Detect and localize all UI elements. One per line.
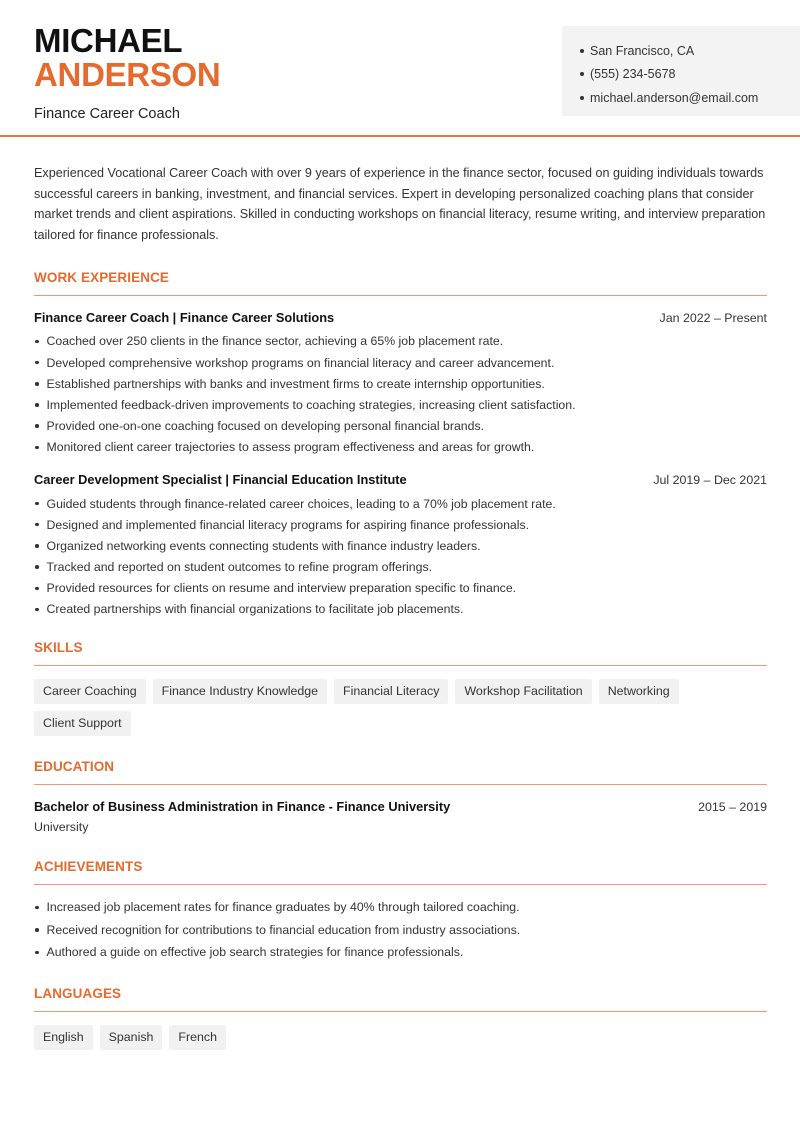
contact-email[interactable] [580, 86, 800, 110]
bullet-icon [35, 340, 39, 344]
bullet-icon [35, 382, 39, 386]
email-text[interactable]: michael.anderson@email.com [590, 90, 759, 105]
bullet-text: Coached over 250 clients in the finance sector, achieving a 65% job placement rate. [46, 334, 504, 349]
bullet-text: Designed and implemented financial literacy programs for aspiring finance professionals. [46, 517, 530, 532]
bullet-icon [35, 403, 39, 407]
education-type: University [34, 820, 89, 835]
bullet-icon [35, 565, 39, 569]
bullet-text: Provided resources for clients on resume and interview preparation specific to finance. [46, 581, 517, 596]
list-item [34, 373, 767, 394]
job-entry [34, 310, 767, 458]
achievements-section [34, 859, 767, 964]
skill-tag: Workshop Facilitation [455, 679, 591, 704]
bullet-text: Received recognition for contributions to financial education from industry associations. [46, 922, 521, 937]
bullet-text: Implemented feedback-driven improvements to coaching strategies, increasing client satisfaction. [46, 397, 576, 412]
resume-body [34, 163, 767, 1050]
job-dates: Jul 2019 – Dec 2021 [653, 472, 767, 487]
skill-tag: Finance Industry Knowledge [153, 679, 327, 704]
resume-header [0, 0, 800, 137]
education-degree: Bachelor of Business Administration in Finance - Finance University [34, 799, 451, 815]
bullet-text: Increased job placement rates for finance graduates by 40% through tailored coaching. [46, 900, 520, 915]
skills-tags [34, 679, 767, 736]
bullet-icon [35, 523, 39, 527]
skill-tag: Financial Literacy [334, 679, 448, 704]
job-bullets [34, 331, 767, 458]
last-name: ANDERSON [34, 56, 221, 93]
education-dates: 2015 – 2019 [698, 800, 767, 815]
skill-tag: Networking [599, 679, 679, 704]
section-title: ACHIEVEMENTS [34, 859, 767, 885]
bullet-text: Authored a guide on effective job search strategies for finance professionals. [46, 945, 464, 960]
bullet-text: Created partnerships with financial organizations to facilitate job placements. [46, 602, 464, 617]
bullet-icon [35, 608, 39, 612]
bullet-icon [35, 587, 39, 591]
skill-tag: Career Coaching [34, 679, 146, 704]
job-role: Career Development Specialist | Financial Education Institute [34, 471, 407, 487]
section-title: WORK EXPERIENCE [34, 270, 767, 296]
language-tag: French [169, 1025, 226, 1050]
list-item [34, 941, 767, 964]
list-item [34, 514, 767, 535]
education-header [34, 799, 767, 814]
section-title: EDUCATION [34, 759, 767, 785]
job-header [34, 310, 767, 325]
work-experience-section [34, 270, 767, 620]
language-tag: Spanish [100, 1025, 163, 1050]
contact-phone [580, 63, 800, 87]
job-title: Finance Career Coach [34, 106, 180, 122]
bullet-icon [35, 446, 39, 450]
list-item [34, 394, 767, 415]
bullet-text: Tracked and reported on student outcomes to refine program offerings. [46, 560, 433, 575]
bullet-text: Established partnerships with banks and investment firms to create internship opportunities. [46, 376, 545, 391]
job-header [34, 472, 767, 487]
bullet-icon [580, 49, 584, 53]
summary: Experienced Vocational Career Coach with over 9 years of experience in the finance sector, focused on guiding individuals towards successful careers in banking, investment, and financial services. Expert in developing personalized coaching plans that consider market trends and client aspirations. Skilled in conducting workshops on financial literacy, resume writing, and interview preparation tailored for finance professionals. [34, 166, 766, 243]
bullet-icon [35, 361, 39, 365]
bullet-icon [35, 502, 39, 506]
job-entry [34, 472, 767, 620]
list-item [34, 578, 767, 599]
education-section [34, 759, 767, 834]
bullet-icon [35, 544, 39, 548]
section-title: LANGUAGES [34, 986, 767, 1012]
phone-text: (555) 234-5678 [590, 67, 676, 82]
bullet-text: Organized networking events connecting students with finance industry leaders. [46, 538, 481, 553]
bullet-text: Monitored client career trajectories to assess program effectiveness and areas for growth. [46, 440, 535, 455]
skills-section [34, 640, 767, 736]
job-role: Finance Career Coach | Finance Career Solutions [34, 309, 335, 325]
languages-section [34, 986, 767, 1050]
bullet-text: Developed comprehensive workshop programs on financial literacy and career advancement. [46, 355, 555, 370]
list-item [34, 919, 767, 942]
contact-box [562, 26, 800, 116]
bullet-text: Guided students through finance-related career choices, leading to a 70% job placement rate. [46, 496, 556, 511]
bullet-icon [580, 96, 584, 100]
list-item [34, 557, 767, 578]
achievements-list [34, 896, 767, 964]
section-title: SKILLS [34, 640, 767, 666]
list-item [34, 416, 767, 437]
bullet-icon [35, 906, 39, 910]
bullet-icon [35, 424, 39, 428]
skill-tag: Client Support [34, 711, 131, 736]
location-text: San Francisco, CA [590, 43, 695, 58]
contact-location [580, 39, 800, 63]
name-block [34, 24, 220, 122]
bullet-icon [35, 928, 39, 932]
list-item [34, 535, 767, 556]
languages-tags [34, 1025, 767, 1050]
list-item [34, 896, 767, 919]
bullet-icon [35, 951, 39, 955]
job-bullets [34, 493, 767, 620]
list-item [34, 599, 767, 620]
bullet-text: Provided one-on-one coaching focused on developing personal financial brands. [46, 419, 485, 434]
list-item [34, 437, 767, 458]
job-dates: Jan 2022 – Present [659, 310, 767, 325]
first-name: MICHAEL [34, 22, 183, 59]
language-tag: English [34, 1025, 93, 1050]
list-item [34, 352, 767, 373]
bullet-icon [580, 72, 584, 76]
list-item [34, 331, 767, 352]
list-item [34, 493, 767, 514]
